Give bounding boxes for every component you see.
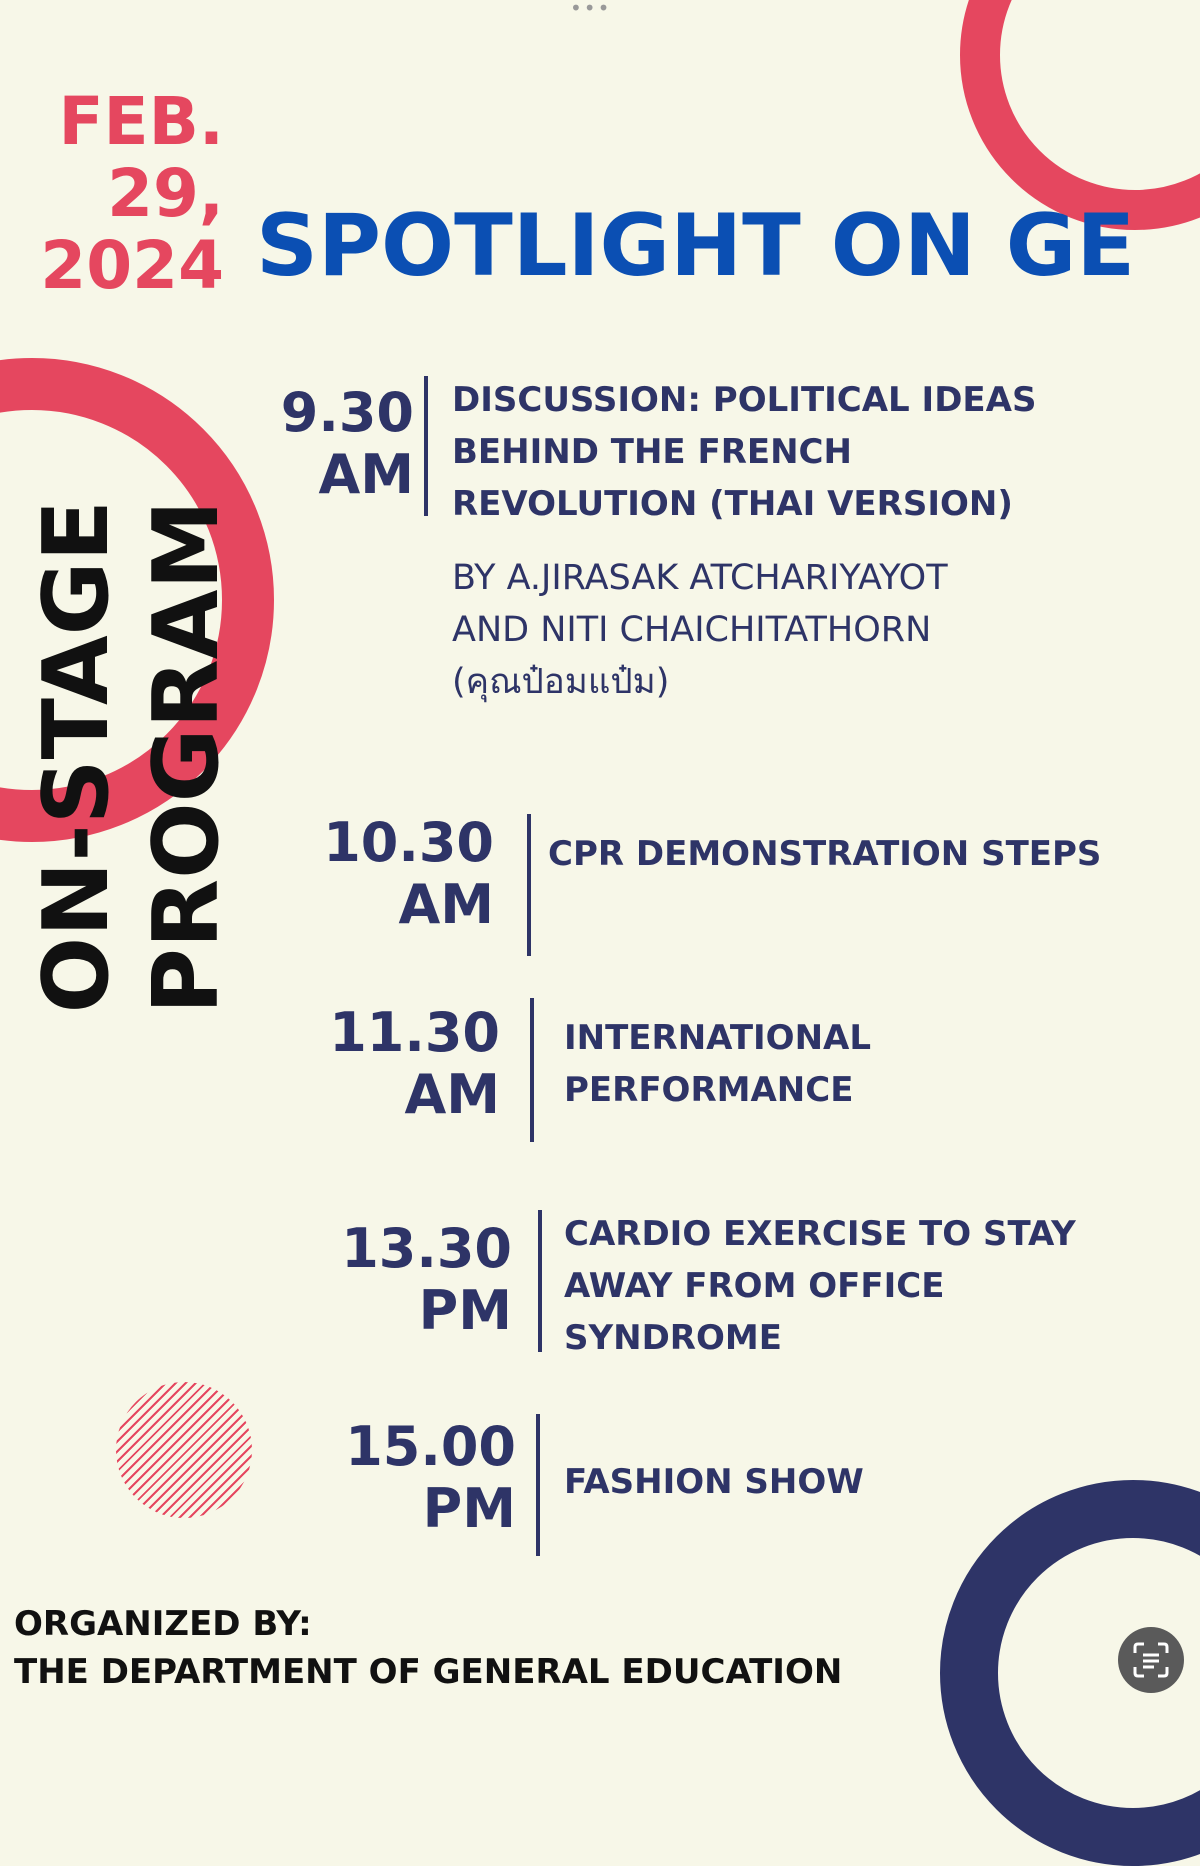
schedule-divider [530, 998, 534, 1142]
schedule-speakers [452, 552, 948, 708]
schedule-time [281, 382, 414, 506]
speaker-line: BY A.JIRASAK ATCHARIYAYOT [452, 558, 948, 598]
time-value: 9.30 [280, 381, 414, 444]
poster-title: SPOTLIGHT ON GE [256, 196, 1136, 296]
time-value: 13.30 [341, 1217, 512, 1280]
schedule-event [548, 828, 1101, 880]
organizer [14, 1600, 842, 1696]
time-period: AM [318, 443, 414, 506]
event-date [40, 83, 224, 304]
side-label [22, 500, 252, 1360]
side-label-line1: ON-STAGE [24, 500, 129, 1014]
event-line: CPR DEMONSTRATION STEPS [548, 834, 1102, 874]
schedule-divider [424, 376, 428, 516]
date-month: FEB. [58, 83, 224, 160]
decorative-hatched-circle [116, 1382, 252, 1518]
organizer-name: THE DEPARTMENT OF GENERAL EDUCATION [14, 1652, 843, 1692]
schedule-time [329, 1002, 500, 1126]
event-line: FASHION SHOW [564, 1462, 864, 1502]
schedule-event [452, 374, 1036, 530]
schedule-time [345, 1416, 516, 1540]
speaker-line: (คุณป๋อมแป๋ม) [452, 662, 670, 702]
time-period: PM [418, 1279, 512, 1342]
time-value: 10.30 [323, 811, 494, 874]
time-period: AM [398, 873, 494, 936]
event-line: INTERNATIONAL [564, 1018, 872, 1058]
schedule-divider [536, 1414, 540, 1556]
date-day: 29, [107, 155, 224, 232]
drag-handle-icon: ••• [570, 0, 612, 20]
schedule-divider [527, 814, 531, 956]
speaker-line: AND NITI CHAICHITATHORN [452, 610, 932, 650]
event-line: PERFORMANCE [564, 1070, 854, 1110]
time-period: AM [404, 1063, 500, 1126]
schedule-divider [538, 1210, 542, 1352]
time-value: 11.30 [329, 1001, 500, 1064]
event-line: BEHIND THE FRENCH [452, 432, 852, 472]
schedule-event [564, 1456, 864, 1508]
text-scan-button[interactable] [1118, 1627, 1184, 1693]
schedule-time [341, 1218, 512, 1342]
event-line: SYNDROME [564, 1318, 782, 1358]
event-line: AWAY FROM OFFICE [564, 1266, 945, 1306]
time-value: 15.00 [345, 1415, 516, 1478]
date-year: 2024 [40, 227, 224, 304]
side-label-line2: PROGRAM [134, 500, 239, 1015]
schedule-event [564, 1012, 871, 1116]
event-line: CARDIO EXERCISE TO STAY [564, 1214, 1076, 1254]
event-line: DISCUSSION: POLITICAL IDEAS [452, 380, 1037, 420]
schedule-event [564, 1208, 1076, 1364]
text-scan-icon [1132, 1641, 1170, 1679]
schedule-time [323, 812, 494, 936]
time-period: PM [422, 1477, 516, 1540]
organizer-label: ORGANIZED BY: [14, 1604, 312, 1644]
event-line: REVOLUTION (THAI VERSION) [452, 484, 1013, 524]
